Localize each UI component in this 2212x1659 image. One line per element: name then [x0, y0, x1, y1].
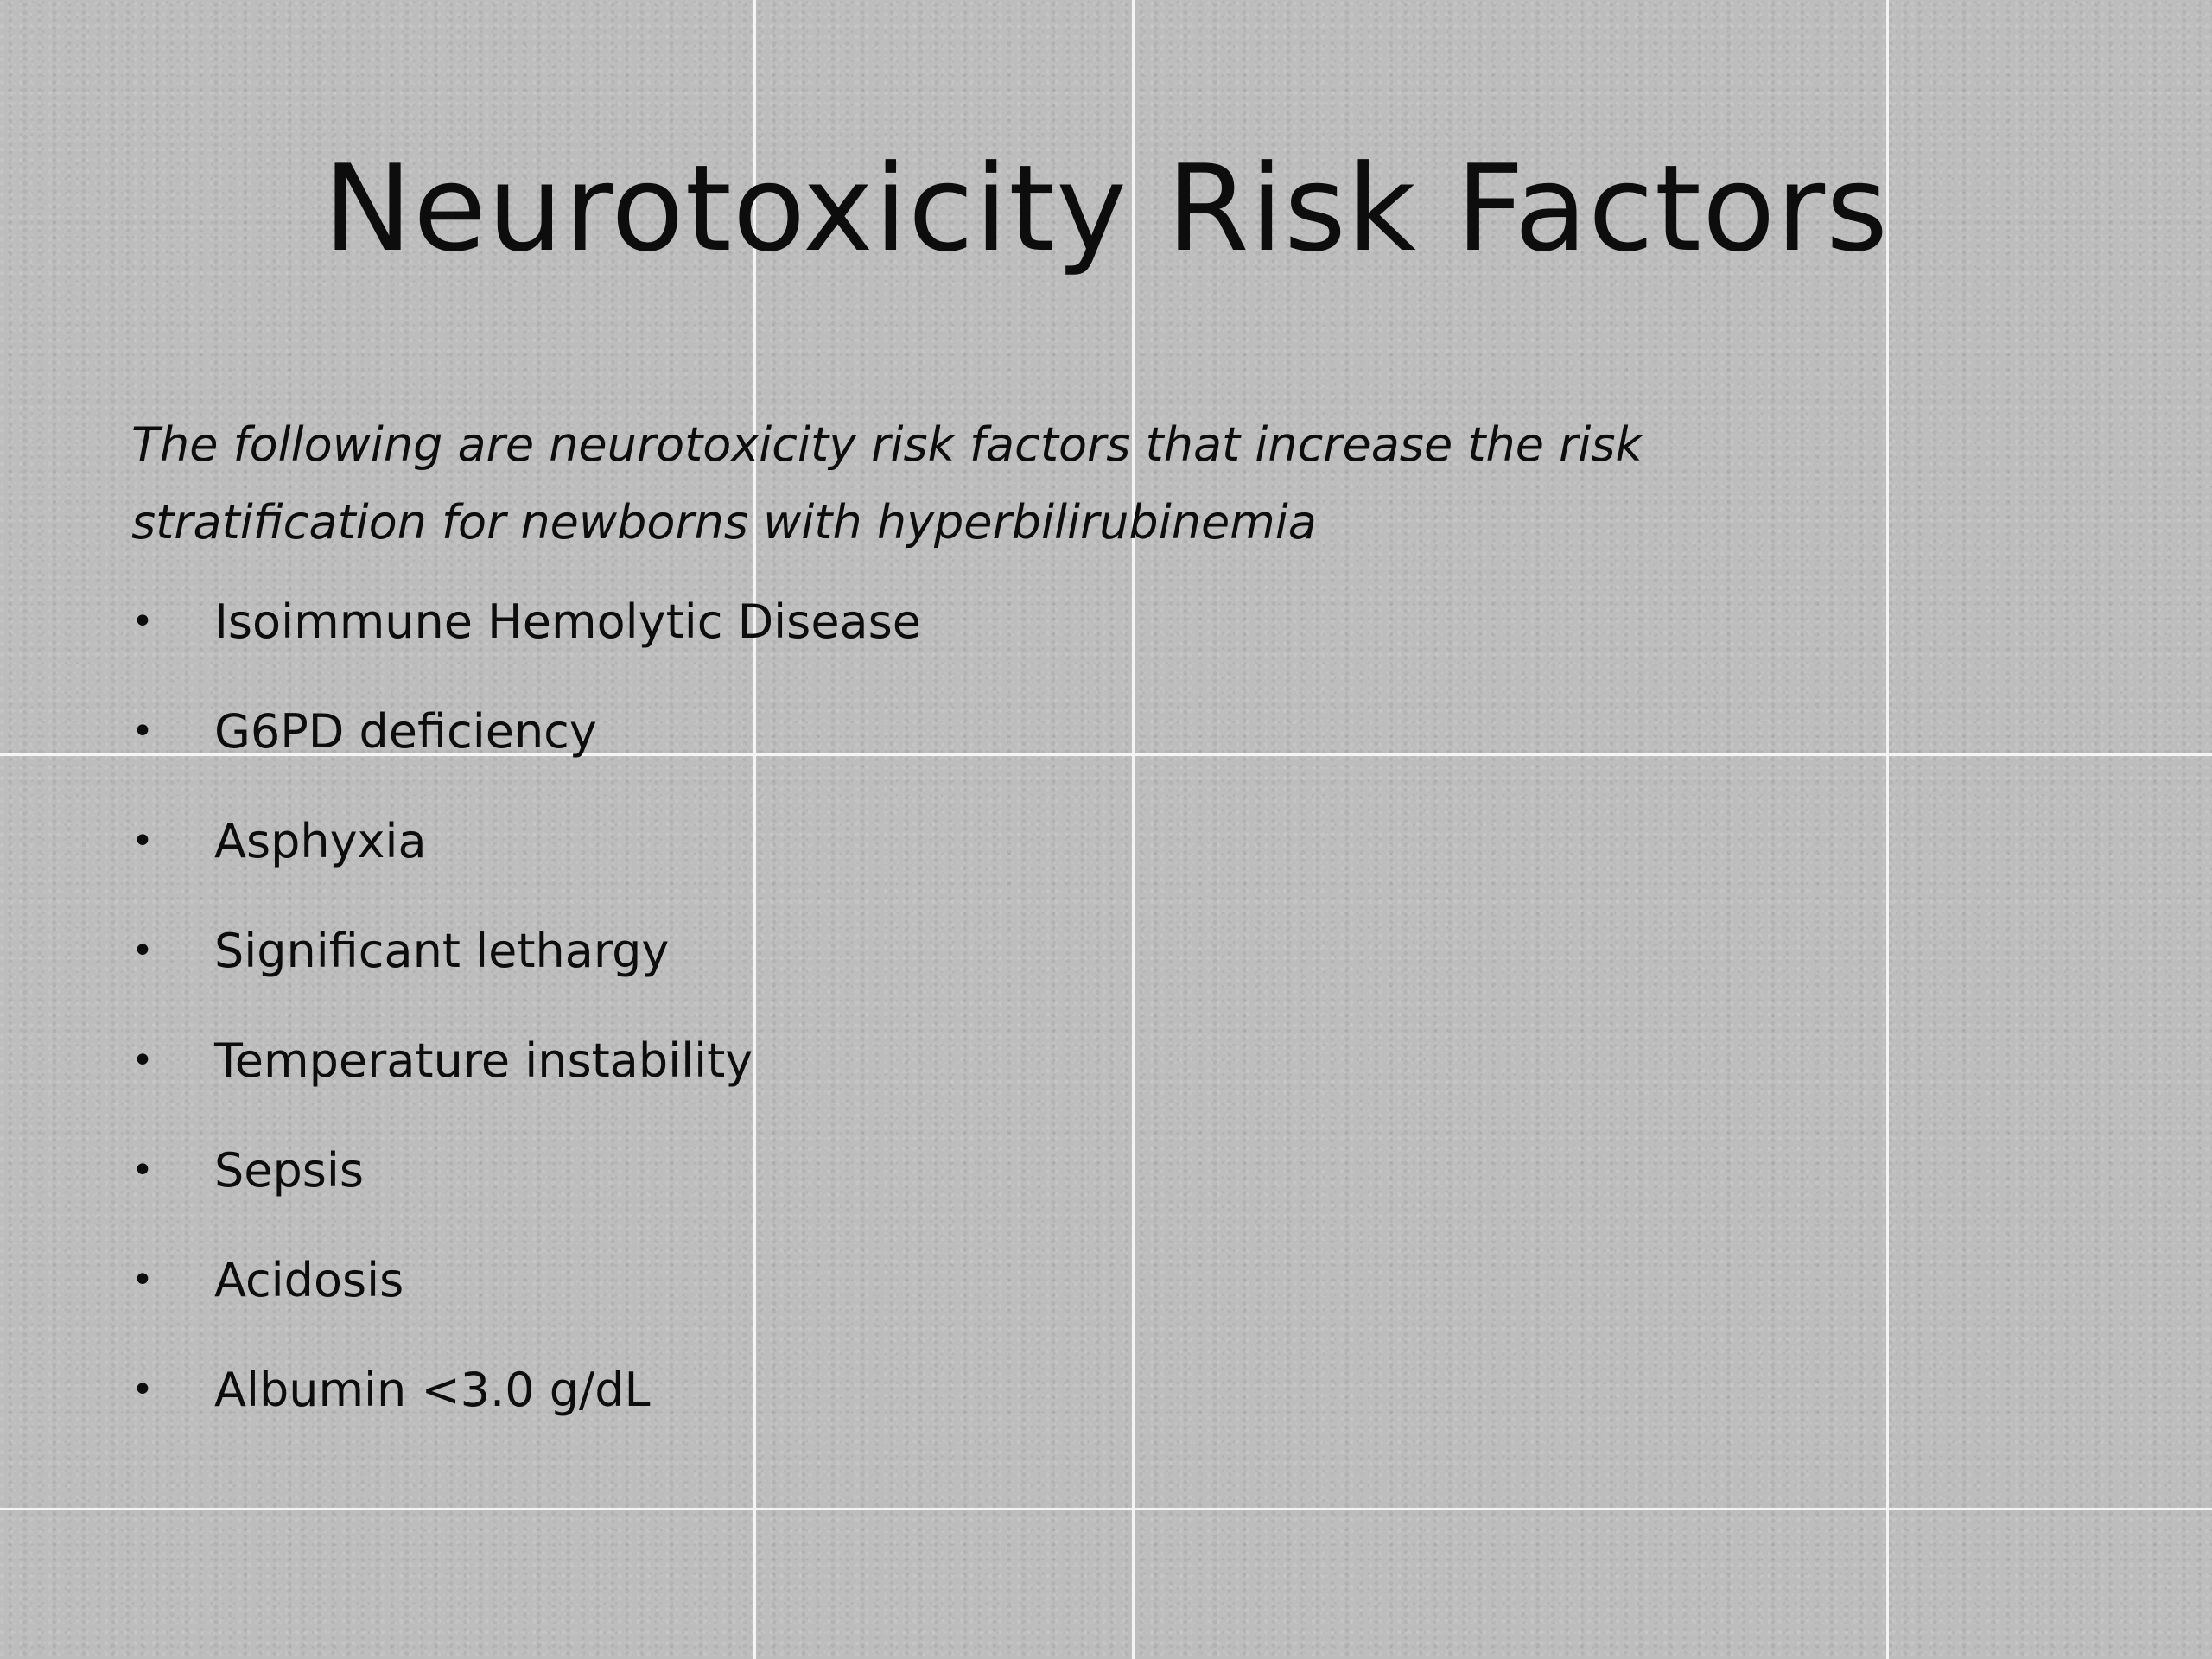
- bullet-icon: •: [131, 600, 154, 644]
- list-item-text: Significant lethargy: [214, 924, 670, 978]
- list-item-text: Isoimmune Hemolytic Disease: [214, 594, 921, 649]
- bullet-icon: •: [131, 929, 154, 973]
- list-item-text: Asphyxia: [214, 814, 427, 868]
- list-item-text: Albumin <3.0 g/dL: [214, 1363, 651, 1417]
- bullet-icon: •: [131, 709, 154, 753]
- list-item-text: Temperature instability: [214, 1033, 753, 1088]
- list-item-text: Sepsis: [214, 1143, 365, 1198]
- list-item-text: G6PD deficiency: [214, 704, 597, 759]
- bullet-icon: •: [131, 1148, 154, 1192]
- bullet-icon: •: [131, 1039, 154, 1083]
- list-item-text: Acidosis: [214, 1253, 404, 1307]
- bullet-icon: •: [131, 1368, 154, 1412]
- bullet-icon: •: [131, 1258, 154, 1302]
- slide-title: Neurotoxicity Risk Factors: [322, 139, 1890, 278]
- bullet-icon: •: [131, 819, 154, 863]
- slide-intro-text: The following are neurotoxicity risk factors that increase the risk stratification for newborns with hyperbilirubinemia: [131, 417, 1643, 550]
- gridline-horizontal: [0, 1508, 2212, 1510]
